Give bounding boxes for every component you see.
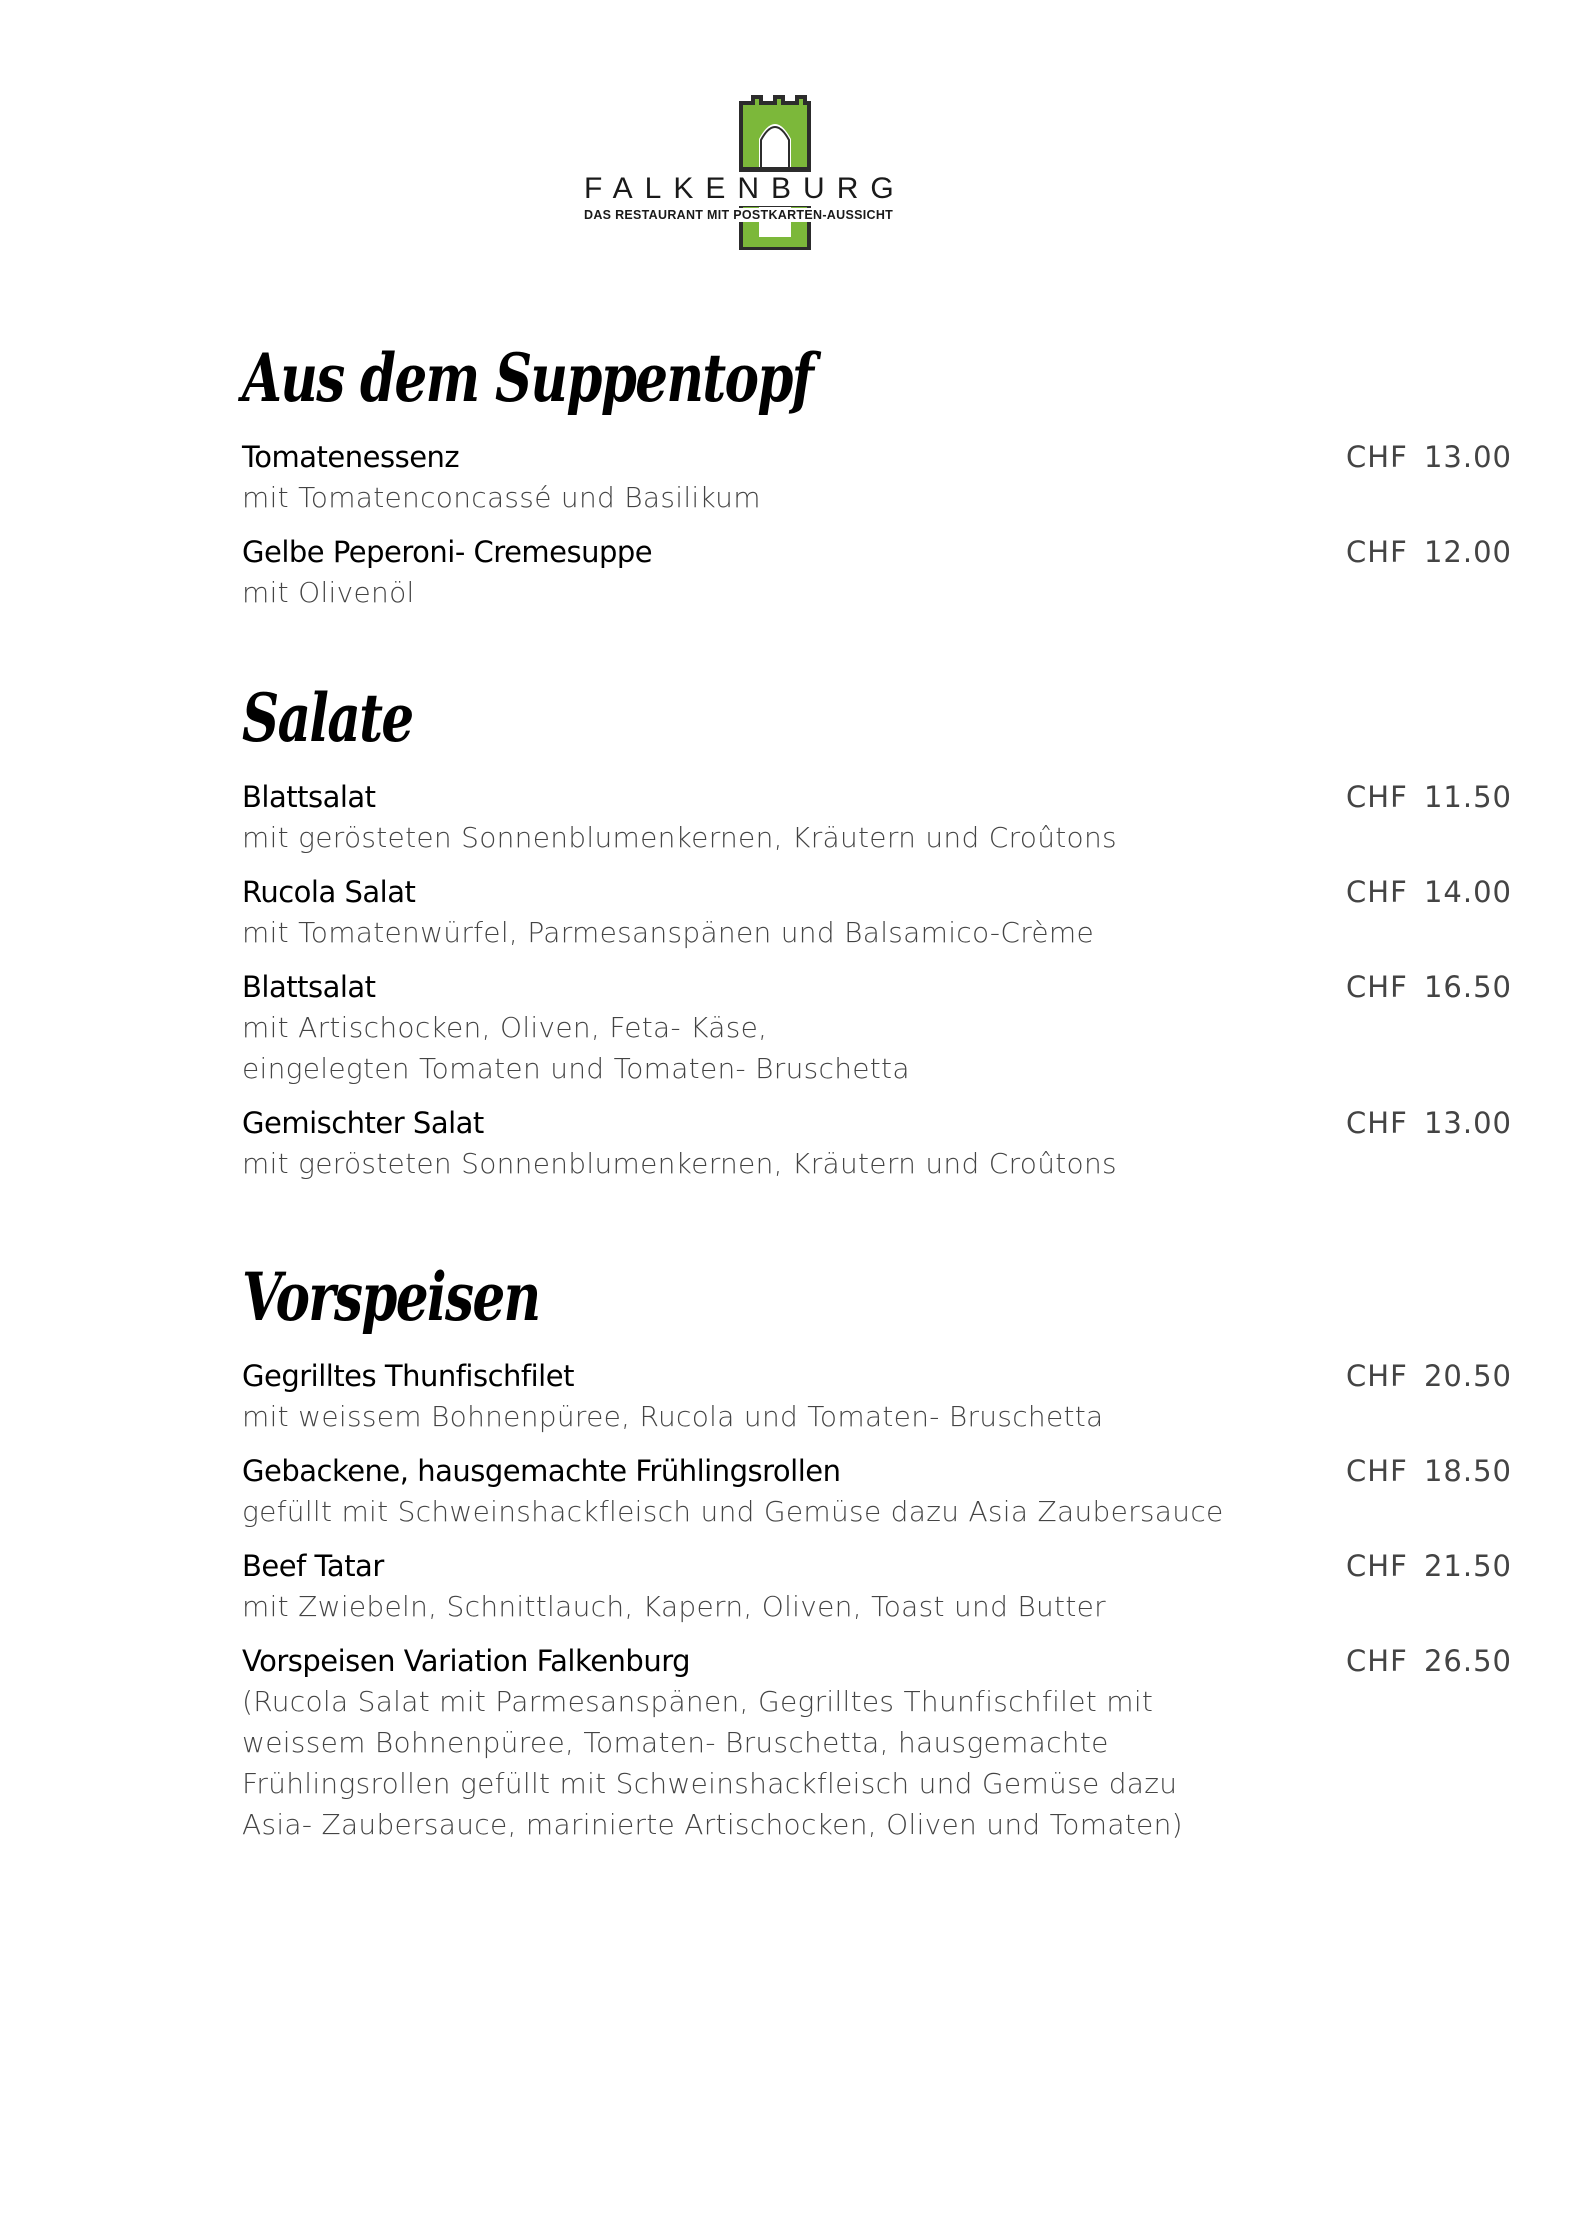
menu-item <box>242 1356 1512 1437</box>
menu-item <box>242 1546 1512 1627</box>
menu-item <box>242 437 1512 518</box>
item-description: mit Artischocken, Oliven, Feta- Käse, <box>242 1011 768 1044</box>
item-name: Gebackene, hausgemachte Frühlingsrollen <box>242 1454 841 1488</box>
section-salate <box>242 679 1512 1184</box>
item-name: Beef Tatar <box>242 1549 384 1583</box>
item-name: Rucola Salat <box>242 875 416 909</box>
section-title: Aus dem Suppentopf <box>242 339 813 417</box>
menu-item <box>242 777 1512 858</box>
item-description: mit Tomatenwürfel, Parmesanspänen und Balsamico-Crème <box>242 916 1095 949</box>
menu-item <box>242 1103 1512 1184</box>
item-description: mit Olivenöl <box>242 576 415 609</box>
item-name: Tomatenessenz <box>242 440 460 474</box>
menu-item <box>242 1451 1512 1532</box>
item-price: CHF 18.50 <box>1346 1454 1512 1488</box>
item-list <box>242 777 1512 1184</box>
item-list <box>242 437 1512 613</box>
item-description: mit gerösteten Sonnenblumenkernen, Kräutern und Croûtons <box>242 821 1117 854</box>
menu-item <box>242 872 1512 953</box>
restaurant-logo <box>560 90 1000 250</box>
item-description: weissem Bohnenpüree, Tomaten- Bruschetta, hausgemachte <box>242 1726 1109 1759</box>
item-name: Gelbe Peperoni- Cremesuppe <box>242 535 653 569</box>
item-price: CHF 26.50 <box>1346 1644 1512 1678</box>
logo-wordmark: FALKENBURG <box>580 172 1004 206</box>
menu-item <box>242 532 1512 613</box>
section-title: Vorspeisen <box>242 1258 540 1336</box>
item-description: Asia- Zaubersauce, marinierte Artischocken, Oliven und Tomaten) <box>242 1808 1183 1841</box>
menu-content <box>242 339 1512 1859</box>
item-price: CHF 14.00 <box>1346 875 1512 909</box>
item-description: gefüllt mit Schweinshackfleisch und Gemüse dazu Asia Zaubersauce <box>242 1495 1224 1528</box>
item-description: Frühlingsrollen gefüllt mit Schweinshackfleisch und Gemüse dazu <box>242 1767 1178 1800</box>
item-name: Blattsalat <box>242 780 376 814</box>
section-title: Salate <box>242 679 413 757</box>
item-price: CHF 11.50 <box>1346 780 1512 814</box>
item-price: CHF 13.00 <box>1346 440 1512 474</box>
section-suppentopf <box>242 339 1512 613</box>
logo-tagline: DAS RESTAURANT MIT POSTKARTEN-AUSSICHT <box>580 208 1004 222</box>
item-name: Blattsalat <box>242 970 376 1004</box>
item-price: CHF 16.50 <box>1346 970 1512 1004</box>
item-description: mit gerösteten Sonnenblumenkernen, Kräutern und Croûtons <box>242 1147 1117 1180</box>
item-price: CHF 13.00 <box>1346 1106 1512 1140</box>
item-name: Vorspeisen Variation Falkenburg <box>242 1644 691 1678</box>
item-name: Gegrilltes Thunfischfilet <box>242 1359 574 1393</box>
item-name: Gemischter Salat <box>242 1106 484 1140</box>
item-description: mit weissem Bohnenpüree, Rucola und Tomaten- Bruschetta <box>242 1400 1104 1433</box>
item-description: mit Tomatenconcassé und Basilikum <box>242 481 761 514</box>
section-vorspeisen <box>242 1258 1512 1845</box>
item-description: (Rucola Salat mit Parmesanspänen, Gegrilltes Thunfischfilet mit <box>242 1685 1154 1718</box>
item-list <box>242 1356 1512 1845</box>
item-description: eingelegten Tomaten und Tomaten- Bruschetta <box>242 1052 910 1085</box>
menu-item <box>242 1641 1512 1845</box>
item-price: CHF 20.50 <box>1346 1359 1512 1393</box>
item-description: mit Zwiebeln, Schnittlauch, Kapern, Oliven, Toast und Butter <box>242 1590 1106 1623</box>
item-price: CHF 12.00 <box>1346 535 1512 569</box>
item-price: CHF 21.50 <box>1346 1549 1512 1583</box>
menu-item <box>242 967 1512 1089</box>
